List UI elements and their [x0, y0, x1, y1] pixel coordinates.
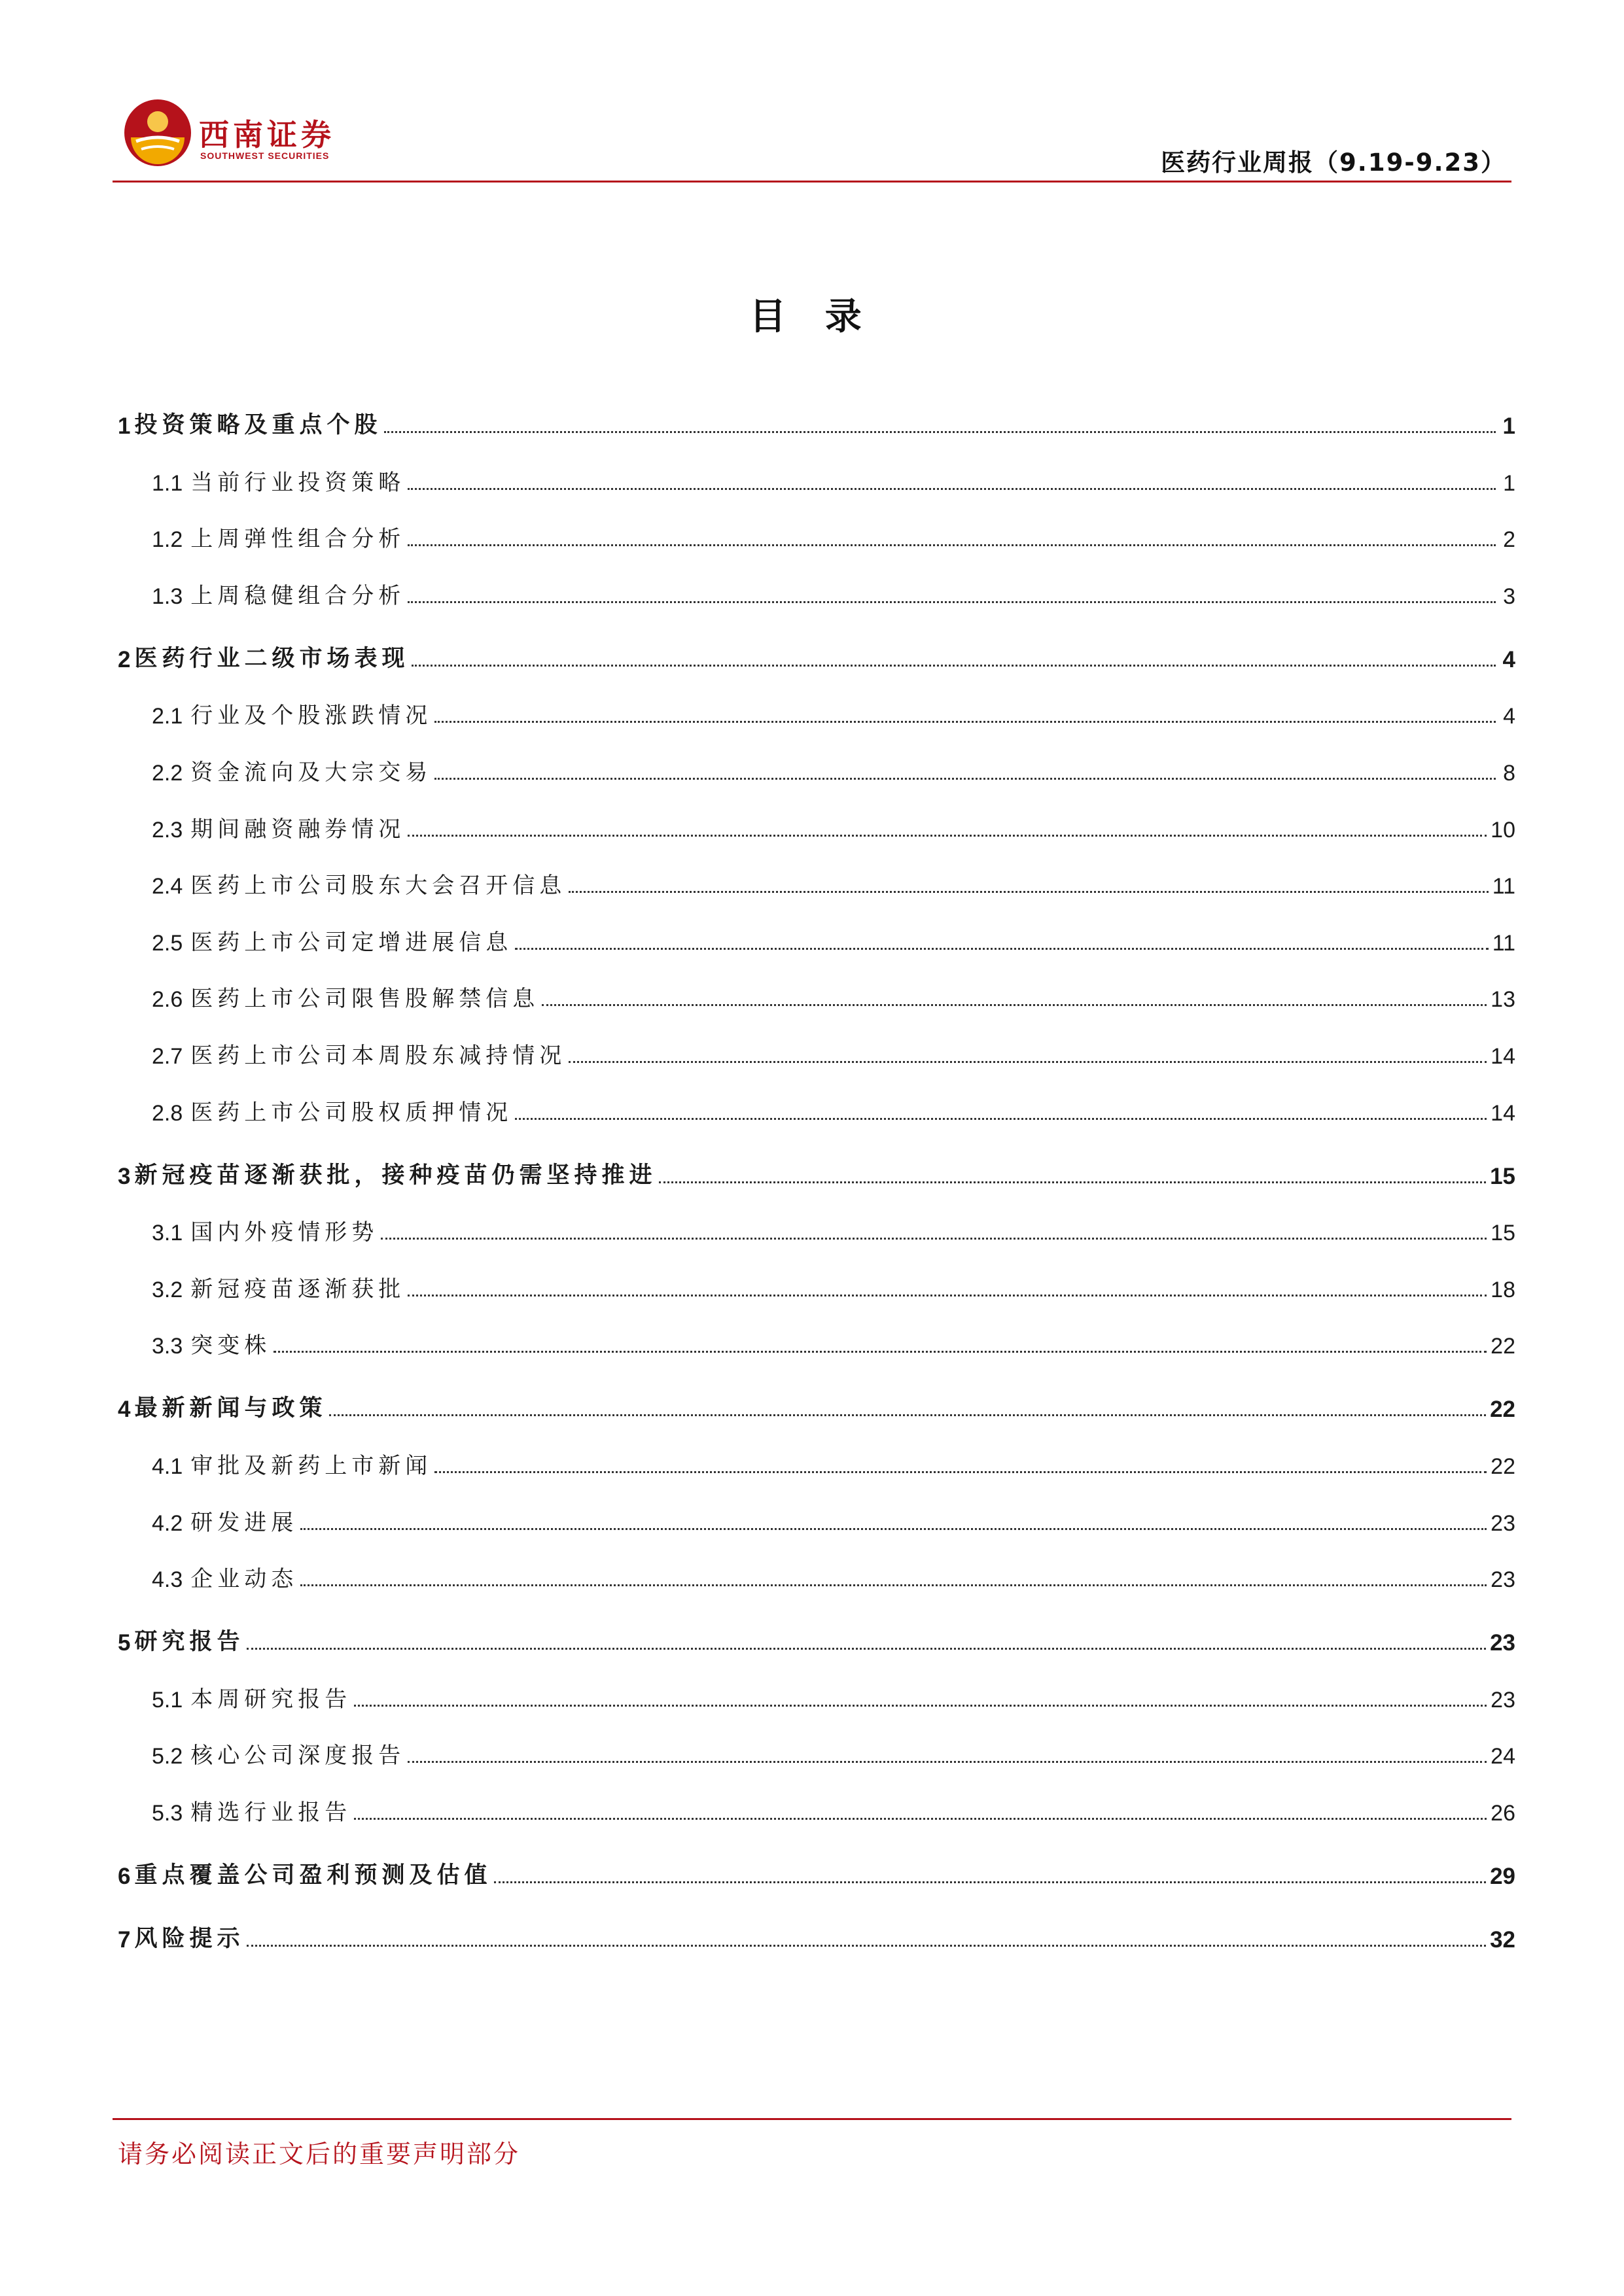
toc-entry-subsection[interactable]	[118, 673, 1515, 730]
toc-dot-leader	[354, 1818, 1487, 1820]
toc-entry-label: 当前行业投资策略	[190, 469, 406, 496]
toc-dot-leader	[659, 1181, 1486, 1183]
toc-entry-label: 医药上市公司定增进展信息	[190, 929, 513, 956]
toc-entry-section[interactable]	[118, 610, 1515, 673]
toc-entry-subsection[interactable]	[118, 843, 1515, 900]
page-header	[0, 0, 1624, 190]
toc-entry-page: 11	[1492, 930, 1515, 956]
toc-entry-section[interactable]	[118, 1593, 1515, 1656]
company-logo	[123, 98, 339, 170]
toc-dot-leader	[434, 721, 1496, 723]
toc-dot-leader	[354, 1705, 1487, 1707]
toc-entry-subsection[interactable]	[118, 440, 1515, 496]
toc-entry-page: 24	[1491, 1744, 1515, 1769]
toc-entry-label: 风险提示	[134, 1925, 245, 1952]
toc-dot-leader	[408, 488, 1496, 490]
toc-entry-page: 32	[1490, 1926, 1515, 1953]
logo-text-cn: 西南证券	[199, 117, 335, 152]
toc-entry-label: 本周研究报告	[190, 1686, 352, 1713]
toc-entry-subsection[interactable]	[118, 786, 1515, 843]
toc-entry-page: 23	[1490, 1630, 1515, 1656]
footer-disclaimer: 请务必阅读正文后的重要声明部分	[118, 2140, 521, 2168]
toc-entry-page: 23	[1491, 1510, 1515, 1536]
toc-entry-subsection[interactable]	[118, 1013, 1515, 1070]
toc-entry-number: 6	[118, 1863, 131, 1889]
toc-entry-section[interactable]	[118, 1359, 1515, 1423]
toc-entry-page: 15	[1490, 1163, 1515, 1189]
toc-entry-label: 期间融资融券情况	[190, 816, 406, 843]
toc-dot-leader	[434, 1471, 1487, 1473]
toc-entry-label: 研发进展	[190, 1509, 298, 1536]
header-divider	[113, 181, 1511, 183]
toc-entry-page: 15	[1491, 1221, 1515, 1246]
toc-entry-label: 审批及新药上市新闻	[190, 1452, 432, 1479]
toc-entry-page: 4	[1502, 646, 1515, 672]
toc-entry-number: 2.1	[152, 704, 183, 729]
toc-entry-page: 14	[1491, 1043, 1515, 1069]
toc-entry-page: 4	[1503, 704, 1515, 729]
toc-entry-number: 1	[118, 413, 131, 439]
toc-entry-subsection[interactable]	[118, 899, 1515, 956]
toc-dot-leader	[412, 665, 1496, 667]
toc-entry-subsection[interactable]	[118, 1656, 1515, 1713]
toc-entry-page: 26	[1491, 1800, 1515, 1826]
toc-entry-label: 突变株	[190, 1332, 272, 1359]
toc-dot-leader	[408, 1295, 1487, 1296]
toc-dot-leader	[247, 1945, 1486, 1947]
toc-title: 目 录	[749, 296, 875, 338]
toc-entry-number: 2.6	[152, 987, 183, 1013]
toc-entry-subsection[interactable]	[118, 1769, 1515, 1826]
toc-entry-subsection[interactable]	[118, 1303, 1515, 1360]
toc-entry-number: 2.5	[152, 930, 183, 956]
toc-entry-label: 上周弹性组合分析	[190, 526, 406, 553]
toc-dot-leader	[434, 778, 1496, 780]
toc-entry-label: 精选行业报告	[190, 1799, 352, 1826]
toc-dot-leader	[381, 1238, 1487, 1240]
toc-entry-label: 重点覆盖公司盈利预测及估值	[134, 1862, 492, 1888]
toc-dot-leader	[569, 891, 1488, 893]
toc-dot-leader	[569, 1061, 1487, 1063]
toc-entry-label: 新冠疫苗逐渐获批，接种疫苗仍需坚持推进	[134, 1162, 657, 1189]
toc-entry-number: 4.1	[152, 1453, 183, 1479]
toc-entry-label: 资金流向及大宗交易	[190, 759, 432, 786]
toc-entry-label: 企业动态	[190, 1566, 298, 1593]
toc-entry-number: 3.3	[152, 1334, 183, 1359]
toc-dot-leader	[247, 1648, 1486, 1650]
toc-dot-leader	[515, 948, 1488, 950]
toc-entry-number: 2	[118, 646, 131, 672]
toc-entry-label: 行业及个股涨跌情况	[190, 703, 432, 729]
toc-entry-subsection[interactable]	[118, 956, 1515, 1013]
toc-dot-leader	[408, 835, 1487, 837]
toc-dot-leader	[408, 601, 1496, 603]
toc-entry-subsection[interactable]	[118, 1190, 1515, 1247]
toc-entry-number: 5.2	[152, 1744, 183, 1769]
toc-entry-subsection[interactable]	[118, 1713, 1515, 1770]
toc-entry-page: 23	[1491, 1567, 1515, 1593]
toc-entry-number: 7	[118, 1926, 131, 1953]
toc-entry-number: 3	[118, 1163, 131, 1189]
toc-entry-page: 1	[1502, 413, 1515, 439]
toc-entry-number: 5	[118, 1630, 131, 1656]
toc-entry-number: 4.3	[152, 1567, 183, 1593]
toc-entry-page: 18	[1491, 1277, 1515, 1302]
toc-entry-label: 医药上市公司限售股解禁信息	[190, 986, 540, 1013]
toc-dot-leader	[274, 1351, 1487, 1353]
toc-entry-label: 研究报告	[134, 1629, 245, 1656]
toc-entry-number: 1.3	[152, 583, 183, 609]
sunrise-logo-icon	[123, 98, 192, 167]
toc-entry-label: 国内外疫情形势	[190, 1219, 379, 1246]
toc-dot-leader	[515, 1118, 1487, 1120]
toc-entry-number: 3.2	[152, 1277, 183, 1302]
toc-entry-number: 4	[118, 1397, 131, 1423]
toc-entry-number: 3.1	[152, 1221, 183, 1246]
toc-entry-subsection[interactable]	[118, 553, 1515, 610]
toc-entry-subsection[interactable]	[118, 1246, 1515, 1303]
toc-entry-page: 22	[1491, 1334, 1515, 1359]
toc-entry-subsection[interactable]	[118, 1423, 1515, 1480]
toc-entry-page: 22	[1491, 1453, 1515, 1479]
toc-dot-leader	[329, 1414, 1486, 1416]
toc-entry-number: 2.2	[152, 760, 183, 786]
toc-dot-leader	[494, 1881, 1486, 1883]
toc-entry-section[interactable]	[118, 1126, 1515, 1190]
toc-entry-number: 5.3	[152, 1800, 183, 1826]
toc-entry-page: 22	[1490, 1397, 1515, 1423]
toc-entry-number: 2.8	[152, 1100, 183, 1126]
toc-entry-number: 4.2	[152, 1510, 183, 1536]
toc-entry-label: 上周稳健组合分析	[190, 582, 406, 609]
toc-entry-number: 1.1	[152, 470, 183, 496]
toc-entry-number: 2.4	[152, 874, 183, 899]
toc-entry-number: 2.7	[152, 1043, 183, 1069]
toc-entry-section[interactable]	[118, 1890, 1515, 1953]
toc-entry-number: 5.1	[152, 1687, 183, 1713]
toc-entry-label: 新冠疫苗逐渐获批	[190, 1276, 406, 1302]
toc-entry-subsection[interactable]	[118, 1070, 1515, 1126]
toc-entry-number: 2.3	[152, 817, 183, 843]
toc-entry-label: 核心公司深度报告	[190, 1743, 406, 1769]
toc-entry-page: 14	[1491, 1100, 1515, 1126]
toc-entry-label: 最新新闻与政策	[134, 1395, 327, 1422]
table-of-contents	[118, 376, 1515, 1953]
report-title: 医药行业周报（9.19-9.23）	[1161, 148, 1506, 177]
toc-entry-section[interactable]	[118, 1826, 1515, 1890]
toc-dot-leader	[542, 1004, 1487, 1006]
toc-entry-label: 医药上市公司股东大会召开信息	[190, 873, 567, 899]
toc-entry-page: 2	[1503, 527, 1515, 553]
toc-entry-label: 医药行业二级市场表现	[134, 645, 410, 672]
toc-entry-number: 1.2	[152, 527, 183, 553]
toc-dot-leader	[408, 1761, 1487, 1763]
toc-entry-page: 29	[1490, 1863, 1515, 1889]
toc-dot-leader	[408, 544, 1496, 546]
toc-entry-page: 11	[1492, 874, 1515, 899]
toc-entry-subsection[interactable]	[118, 1480, 1515, 1537]
toc-entry-page: 1	[1503, 470, 1515, 496]
toc-entry-label: 医药上市公司股权质押情况	[190, 1099, 513, 1126]
toc-entry-page: 10	[1491, 817, 1515, 843]
toc-entry-label: 投资策略及重点个股	[134, 412, 382, 438]
logo-text-en: SOUTHWEST SECURITIES	[200, 150, 330, 161]
toc-entry-subsection[interactable]	[118, 496, 1515, 553]
toc-dot-leader	[300, 1528, 1487, 1530]
toc-dot-leader	[384, 431, 1496, 433]
toc-entry-subsection[interactable]	[118, 729, 1515, 786]
toc-dot-leader	[300, 1584, 1487, 1586]
toc-entry-page: 23	[1491, 1687, 1515, 1713]
toc-entry-section[interactable]	[118, 376, 1515, 440]
toc-entry-page: 13	[1491, 987, 1515, 1013]
toc-entry-subsection[interactable]	[118, 1537, 1515, 1593]
toc-entry-page: 8	[1503, 760, 1515, 786]
toc-entry-page: 3	[1503, 583, 1515, 609]
toc-entry-label: 医药上市公司本周股东减持情况	[190, 1042, 567, 1069]
footer-divider	[113, 2118, 1511, 2120]
